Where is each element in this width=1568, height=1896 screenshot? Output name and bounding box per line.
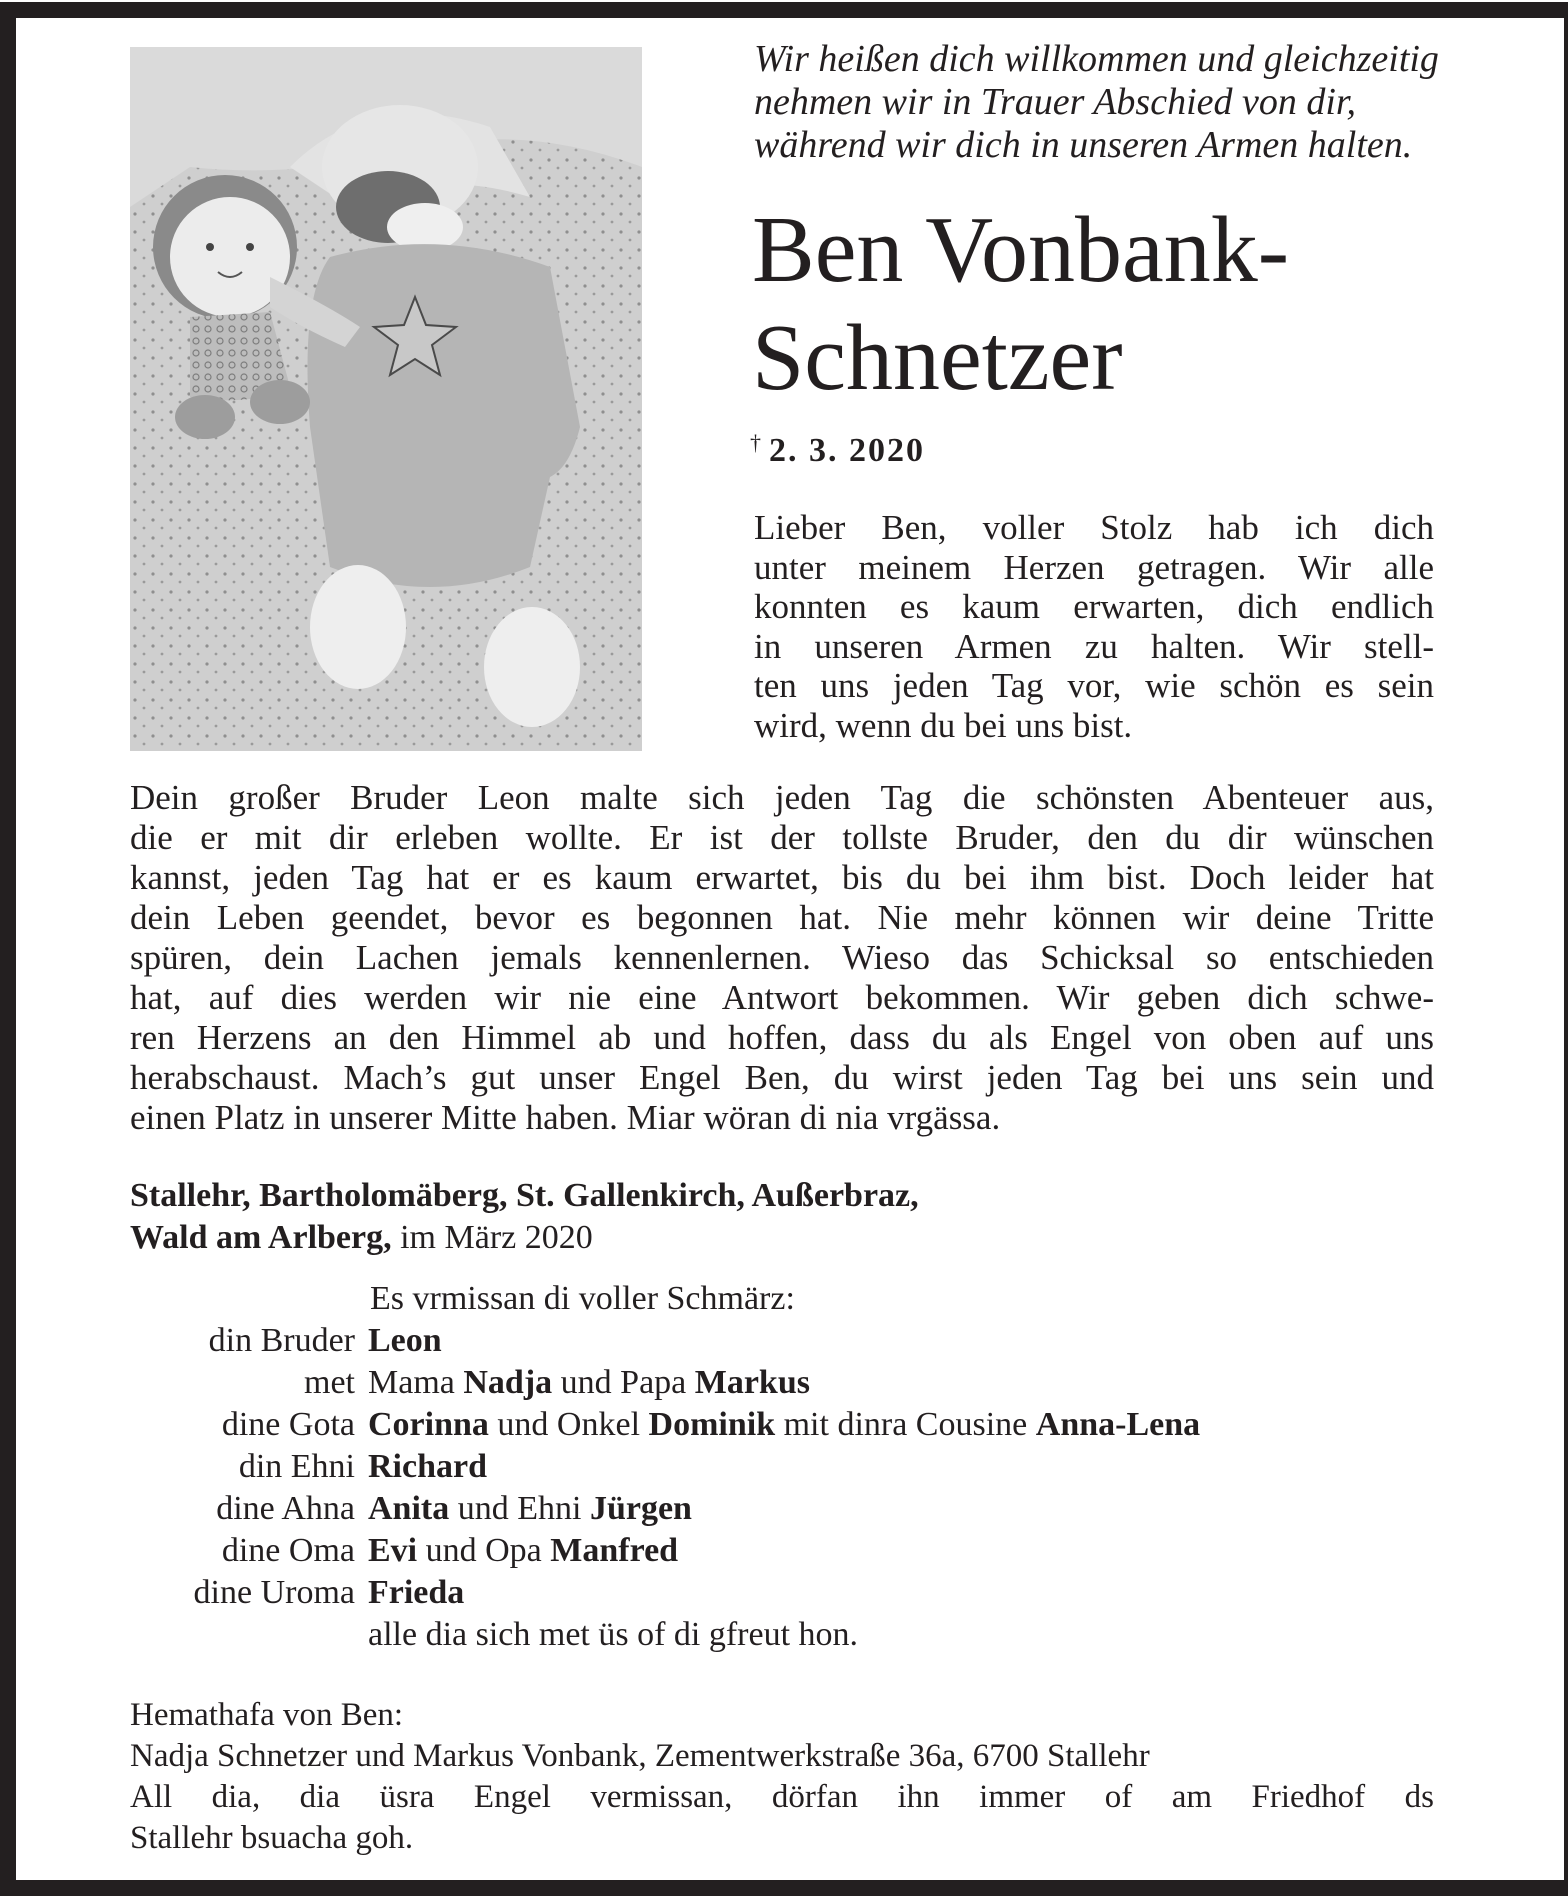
motto-line: während wir dich in unseren Armen halten.: [754, 124, 1413, 166]
visit-line-2: Stallehr bsuacha goh.: [130, 1820, 414, 1856]
grave-label: Hemathafa von Ben:: [130, 1697, 404, 1733]
mourner-name: Evi: [368, 1532, 418, 1569]
mourner-row: [130, 1488, 1460, 1530]
mourner-relation: dine Oma: [221, 1532, 355, 1569]
mourner-row: [130, 1362, 1460, 1404]
body-line: Dein großer Bruder Leon malte sich jeden Tag die schönsten Abenteuer aus,: [130, 778, 1434, 817]
mourner-names: [368, 1614, 1460, 1656]
mourner-connector: mit dinra Cousine: [775, 1406, 1036, 1443]
mourner-names: [368, 1488, 1460, 1530]
mourner-name: Corinna: [368, 1406, 489, 1443]
mourner-relation: dine Ahna: [216, 1490, 355, 1527]
mourner-relation: din Bruder: [208, 1322, 355, 1359]
body-line: die er mit dir erleben wollte. Er ist der tollste Bruder, den du dir wünschen: [130, 818, 1434, 857]
intro-line: ten uns jeden Tag vor, wie schön es sein: [754, 666, 1434, 705]
body-line: hat, auf dies werden wir nie eine Antwort bekommen. Wir geben dich schwe-: [130, 978, 1434, 1017]
motto-line: Wir heißen dich willkommen und gleichzeitig: [754, 38, 1439, 80]
mourner-names: [368, 1572, 1460, 1614]
mourner-names: [368, 1446, 1460, 1488]
body-paragraph: [130, 778, 1434, 1138]
mourner-names: [368, 1320, 1460, 1362]
mourner-relation: met: [304, 1364, 355, 1401]
mourner-connector: Mama: [368, 1364, 464, 1401]
body-line: kannst, jeden Tag hat er es kaum erwartet, bis du bei ihm bist. Doch leider hat: [130, 858, 1434, 897]
mourner-relation: din Ehni: [238, 1448, 355, 1485]
mourner-row: [130, 1404, 1460, 1446]
deceased-name: [752, 196, 1472, 412]
notice-date: im März 2020: [391, 1219, 593, 1256]
body-line: dein Leben geendet, bevor es begonnen hat. Nie mehr können wir deine Tritte: [130, 898, 1434, 937]
mourner-row: [130, 1614, 1460, 1656]
mourner-name: Dominik: [648, 1406, 776, 1443]
family-address: Nadja Schnetzer und Markus Vonbank, Zementwerkstraße 36a, 6700 Stallehr: [130, 1738, 1150, 1774]
intro-line: konnten es kaum erwarten, dich endlich: [754, 587, 1434, 626]
mourner-row: [130, 1446, 1460, 1488]
body-line: spüren, dein Lachen jemals kennenlernen. Wieso das Schicksal so entschieden: [130, 938, 1434, 977]
mourner-name: Leon: [368, 1322, 442, 1359]
mourner-names: [368, 1404, 1460, 1446]
intro-line: in unseren Armen zu halten. Wir stell-: [754, 626, 1434, 666]
cross-icon: †: [750, 430, 763, 455]
mourner-row: [130, 1530, 1460, 1572]
mourner-connector: und Papa: [552, 1364, 695, 1401]
closing-section: [130, 1695, 1434, 1859]
death-date-value: 2. 3. 2020: [769, 432, 925, 469]
baby-photo-illustration: [130, 47, 642, 751]
mourner-relation: [130, 1614, 368, 1656]
mourner-connector: alle dia sich met üs of di gfreut hon.: [368, 1616, 859, 1653]
mourner-connector: und Ehni: [449, 1490, 590, 1527]
name-line-1: Ben Vonbank-: [752, 198, 1290, 302]
places-line-2: Wald am Arlberg,: [130, 1219, 392, 1256]
mourner-name: Markus: [694, 1364, 810, 1401]
intro-line: wird, wenn du bei uns bist.: [754, 705, 1133, 745]
mourner-relation: dine Uroma: [193, 1574, 355, 1611]
body-line: einen Platz in unserer Mitte haben. Miar wöran di nia vrgässa.: [130, 1098, 1001, 1137]
mourner-connector: und Onkel: [488, 1406, 649, 1443]
bootie-right: [484, 607, 580, 727]
body-line: herabschaust. Mach’s gut unser Engel Ben, du wirst jeden Tag bei uns sein und: [130, 1058, 1434, 1097]
death-date: [750, 432, 925, 470]
mourner-names: [368, 1362, 1460, 1404]
motto-line: nehmen wir in Trauer Abschied von dir,: [754, 81, 1357, 123]
mourner-name: Richard: [368, 1448, 487, 1485]
mourner-name: Manfred: [550, 1532, 679, 1569]
mourner-relation: dine Gota: [221, 1406, 355, 1443]
mourner-name: Frieda: [368, 1574, 465, 1611]
body-line: ren Herzens an den Himmel ab und hoffen, dass du als Engel von oben auf uns: [130, 1018, 1434, 1057]
intro-line: Lieber Ben, voller Stolz hab ich dich: [754, 508, 1434, 547]
visit-line-1: All dia, dia üsra Engel vermissan, dörfan ihn immer of am Friedhof ds: [130, 1779, 1434, 1815]
name-line-2: Schnetzer: [752, 306, 1123, 410]
mourner-name: Anita: [368, 1490, 450, 1527]
mourner-connector: und Opa: [417, 1532, 551, 1569]
motto-verse: [754, 38, 1454, 167]
places-and-date: [130, 1175, 1450, 1259]
mourner-names: [368, 1530, 1460, 1572]
memorial-photo: [130, 47, 642, 751]
intro-line: unter meinem Herzen getragen. Wir alle: [754, 547, 1434, 587]
mourners-heading: Es vrmissan di voller Schmärz:: [370, 1280, 795, 1317]
mourner-name: Anna-Lena: [1035, 1406, 1201, 1443]
intro-paragraph: [754, 508, 1434, 745]
mourner-row: [130, 1572, 1460, 1614]
places-line-1: Stallehr, Bartholomäberg, St. Gallenkirch, Außerbraz,: [130, 1177, 919, 1214]
mourner-row: [130, 1320, 1460, 1362]
bootie-left: [310, 565, 406, 689]
mourner-name: Nadja: [463, 1364, 553, 1401]
mourners-list: [130, 1320, 1460, 1656]
mourner-name: Jürgen: [589, 1490, 692, 1527]
